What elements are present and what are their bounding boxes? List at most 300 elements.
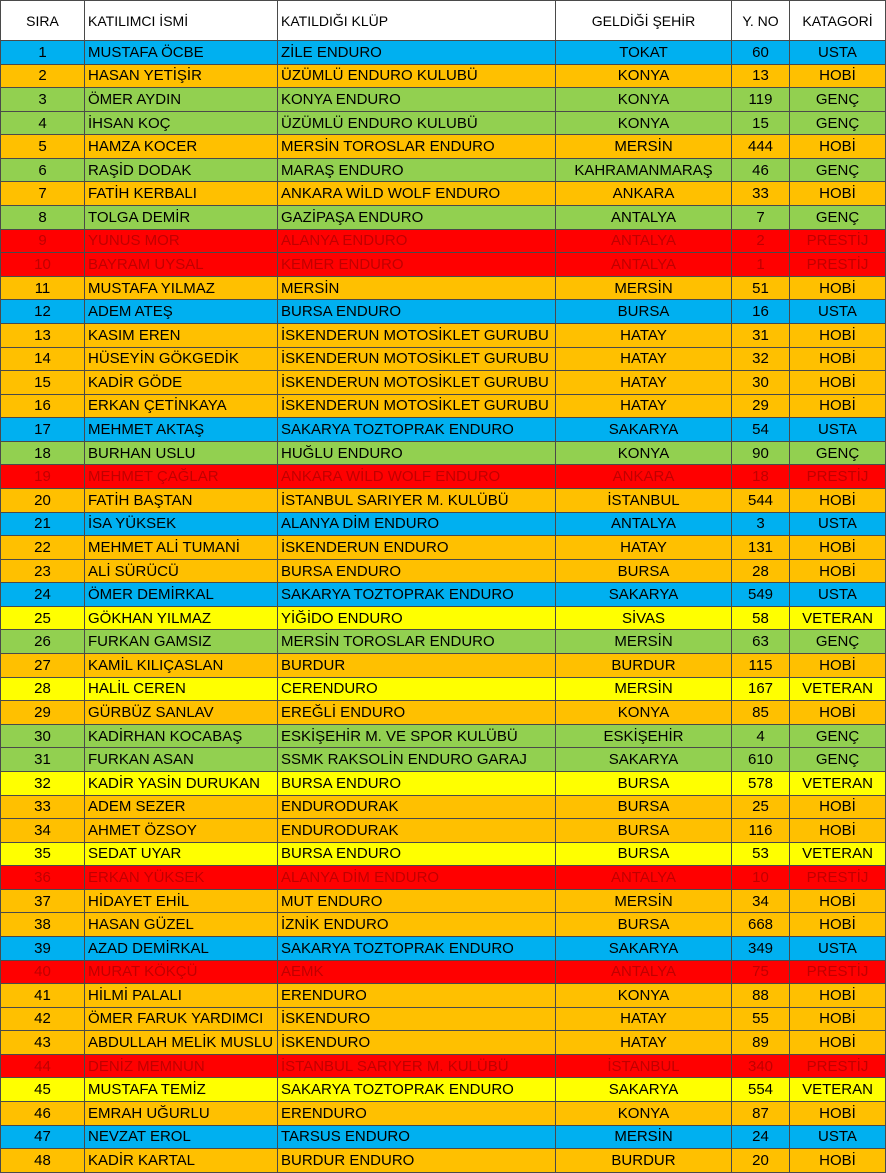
cell-geldigi-sehir: KAHRAMANMARAŞ [556, 158, 732, 182]
cell-sira: 5 [1, 135, 85, 159]
cell-geldigi-sehir: ANTALYA [556, 960, 732, 984]
cell-katagori: HOBİ [790, 1102, 886, 1126]
cell-katilimci-ismi: ALİ SÜRÜCÜ [85, 559, 278, 583]
cell-y-no: 51 [732, 276, 790, 300]
table-row [1, 300, 886, 324]
cell-sira: 9 [1, 229, 85, 253]
cell-katagori: USTA [790, 418, 886, 442]
cell-y-no: 349 [732, 936, 790, 960]
cell-katilimci-ismi: MEHMET AKTAŞ [85, 418, 278, 442]
cell-katagori: USTA [790, 300, 886, 324]
cell-y-no: 34 [732, 889, 790, 913]
cell-katilimci-ismi: ÖMER FARUK YARDIMCI [85, 1007, 278, 1031]
cell-geldigi-sehir: MERSİN [556, 276, 732, 300]
cell-sira: 39 [1, 936, 85, 960]
cell-geldigi-sehir: HATAY [556, 1007, 732, 1031]
cell-y-no: 2 [732, 229, 790, 253]
cell-katildigi-klup: İSKENDURO [278, 1007, 556, 1031]
cell-katilimci-ismi: HÜSEYİN GÖKGEDİK [85, 347, 278, 371]
cell-sira: 8 [1, 206, 85, 230]
cell-sira: 36 [1, 866, 85, 890]
cell-sira: 48 [1, 1149, 85, 1173]
table-row [1, 536, 886, 560]
cell-katilimci-ismi: ADEM SEZER [85, 795, 278, 819]
cell-katildigi-klup: SAKARYA TOZTOPRAK ENDURO [278, 418, 556, 442]
cell-sira: 40 [1, 960, 85, 984]
table-row [1, 347, 886, 371]
cell-sira: 41 [1, 984, 85, 1008]
cell-katilimci-ismi: FURKAN ASAN [85, 748, 278, 772]
cell-y-no: 1 [732, 253, 790, 277]
cell-geldigi-sehir: BURSA [556, 559, 732, 583]
table-row [1, 795, 886, 819]
cell-geldigi-sehir: HATAY [556, 371, 732, 395]
cell-katagori: HOBİ [790, 182, 886, 206]
cell-geldigi-sehir: BURSA [556, 819, 732, 843]
cell-katildigi-klup: KONYA ENDURO [278, 88, 556, 112]
cell-katildigi-klup: ENDURODURAK [278, 819, 556, 843]
table-row [1, 512, 886, 536]
cell-katagori: GENÇ [790, 724, 886, 748]
cell-katagori: PRESTİJ [790, 465, 886, 489]
cell-katildigi-klup: ANKARA WİLD WOLF ENDURO [278, 182, 556, 206]
cell-geldigi-sehir: ANTALYA [556, 253, 732, 277]
cell-katilimci-ismi: BURHAN USLU [85, 441, 278, 465]
cell-y-no: 18 [732, 465, 790, 489]
cell-katilimci-ismi: KASIM EREN [85, 323, 278, 347]
table-row [1, 819, 886, 843]
cell-sira: 30 [1, 724, 85, 748]
cell-sira: 3 [1, 88, 85, 112]
cell-katagori: VETERAN [790, 606, 886, 630]
cell-y-no: 32 [732, 347, 790, 371]
cell-katagori: HOBİ [790, 1007, 886, 1031]
cell-katildigi-klup: YİĞİDO ENDURO [278, 606, 556, 630]
cell-sira: 37 [1, 889, 85, 913]
table-row [1, 559, 886, 583]
header-katilimci-ismi: KATILIMCI İSMİ [85, 1, 278, 41]
table-row [1, 465, 886, 489]
cell-geldigi-sehir: BURSA [556, 771, 732, 795]
cell-katildigi-klup: MERSİN TOROSLAR ENDURO [278, 135, 556, 159]
cell-katagori: HOBİ [790, 135, 886, 159]
cell-geldigi-sehir: ANTALYA [556, 866, 732, 890]
cell-y-no: 58 [732, 606, 790, 630]
header-katildigi-klup: KATILDIĞI KLÜP [278, 1, 556, 41]
cell-katilimci-ismi: ERKAN YÜKSEK [85, 866, 278, 890]
cell-katilimci-ismi: İHSAN KOÇ [85, 111, 278, 135]
cell-katagori: PRESTİJ [790, 1054, 886, 1078]
cell-y-no: 10 [732, 866, 790, 890]
cell-katagori: HOBİ [790, 984, 886, 1008]
table-row [1, 724, 886, 748]
cell-katagori: HOBİ [790, 1149, 886, 1173]
cell-geldigi-sehir: ESKİŞEHİR [556, 724, 732, 748]
table-row [1, 41, 886, 65]
cell-katildigi-klup: EREĞLİ ENDURO [278, 701, 556, 725]
cell-sira: 19 [1, 465, 85, 489]
cell-geldigi-sehir: MERSİN [556, 677, 732, 701]
table-row [1, 64, 886, 88]
table-row [1, 936, 886, 960]
cell-sira: 47 [1, 1125, 85, 1149]
table-row [1, 418, 886, 442]
cell-sira: 6 [1, 158, 85, 182]
cell-katilimci-ismi: ÖMER AYDIN [85, 88, 278, 112]
cell-y-no: 29 [732, 394, 790, 418]
cell-y-no: 668 [732, 913, 790, 937]
cell-geldigi-sehir: SAKARYA [556, 748, 732, 772]
cell-katagori: VETERAN [790, 1078, 886, 1102]
cell-katagori: HOBİ [790, 64, 886, 88]
cell-katagori: USTA [790, 1125, 886, 1149]
cell-katagori: USTA [790, 512, 886, 536]
cell-y-no: 20 [732, 1149, 790, 1173]
cell-katagori: HOBİ [790, 371, 886, 395]
table-row [1, 842, 886, 866]
cell-y-no: 33 [732, 182, 790, 206]
cell-geldigi-sehir: SAKARYA [556, 583, 732, 607]
cell-katildigi-klup: ERENDURO [278, 984, 556, 1008]
cell-katildigi-klup: HUĞLU ENDURO [278, 441, 556, 465]
table-row [1, 111, 886, 135]
cell-katagori: PRESTİJ [790, 866, 886, 890]
cell-y-no: 25 [732, 795, 790, 819]
cell-geldigi-sehir: ANTALYA [556, 206, 732, 230]
cell-y-no: 87 [732, 1102, 790, 1126]
cell-katagori: HOBİ [790, 701, 886, 725]
cell-katilimci-ismi: KADİR YASİN DURUKAN [85, 771, 278, 795]
cell-geldigi-sehir: KONYA [556, 111, 732, 135]
cell-katagori: VETERAN [790, 677, 886, 701]
cell-y-no: 75 [732, 960, 790, 984]
cell-geldigi-sehir: İSTANBUL [556, 488, 732, 512]
cell-katildigi-klup: AEMK [278, 960, 556, 984]
cell-katilimci-ismi: HASAN GÜZEL [85, 913, 278, 937]
cell-geldigi-sehir: MERSİN [556, 889, 732, 913]
cell-geldigi-sehir: SAKARYA [556, 936, 732, 960]
cell-y-no: 90 [732, 441, 790, 465]
cell-katildigi-klup: ZİLE ENDURO [278, 41, 556, 65]
cell-y-no: 30 [732, 371, 790, 395]
cell-sira: 43 [1, 1031, 85, 1055]
cell-geldigi-sehir: MERSİN [556, 630, 732, 654]
table-row [1, 913, 886, 937]
table-row [1, 984, 886, 1008]
cell-katilimci-ismi: TOLGA DEMİR [85, 206, 278, 230]
cell-y-no: 3 [732, 512, 790, 536]
cell-katilimci-ismi: HİDAYET EHİL [85, 889, 278, 913]
table-row [1, 1007, 886, 1031]
cell-geldigi-sehir: BURSA [556, 795, 732, 819]
header-sira: SIRA [1, 1, 85, 41]
cell-katilimci-ismi: MUSTAFA YILMAZ [85, 276, 278, 300]
cell-katilimci-ismi: ABDULLAH MELİK MUSLU [85, 1031, 278, 1055]
cell-y-no: 554 [732, 1078, 790, 1102]
table-row [1, 1031, 886, 1055]
cell-geldigi-sehir: KONYA [556, 88, 732, 112]
cell-y-no: 53 [732, 842, 790, 866]
cell-sira: 4 [1, 111, 85, 135]
table-row [1, 583, 886, 607]
cell-y-no: 610 [732, 748, 790, 772]
cell-sira: 33 [1, 795, 85, 819]
cell-sira: 18 [1, 441, 85, 465]
cell-sira: 35 [1, 842, 85, 866]
cell-katagori: HOBİ [790, 488, 886, 512]
cell-katilimci-ismi: BAYRAM UYSAL [85, 253, 278, 277]
table-row [1, 206, 886, 230]
cell-katildigi-klup: ÜZÜMLÜ ENDURO KULUBÜ [278, 64, 556, 88]
cell-sira: 46 [1, 1102, 85, 1126]
cell-y-no: 544 [732, 488, 790, 512]
cell-sira: 45 [1, 1078, 85, 1102]
cell-geldigi-sehir: KONYA [556, 701, 732, 725]
cell-katagori: HOBİ [790, 536, 886, 560]
cell-katagori: HOBİ [790, 795, 886, 819]
cell-sira: 12 [1, 300, 85, 324]
cell-katagori: PRESTİJ [790, 960, 886, 984]
cell-katildigi-klup: BURDUR ENDURO [278, 1149, 556, 1173]
cell-geldigi-sehir: ANKARA [556, 182, 732, 206]
cell-katildigi-klup: BURSA ENDURO [278, 559, 556, 583]
cell-katilimci-ismi: FATİH BAŞTAN [85, 488, 278, 512]
cell-katilimci-ismi: FURKAN GAMSIZ [85, 630, 278, 654]
cell-katildigi-klup: MARAŞ ENDURO [278, 158, 556, 182]
cell-katagori: HOBİ [790, 276, 886, 300]
cell-y-no: 55 [732, 1007, 790, 1031]
cell-katildigi-klup: SAKARYA TOZTOPRAK ENDURO [278, 1078, 556, 1102]
cell-katilimci-ismi: KAMİL KILIÇASLAN [85, 654, 278, 678]
cell-katildigi-klup: ALANYA DİM ENDURO [278, 866, 556, 890]
cell-geldigi-sehir: MERSİN [556, 1125, 732, 1149]
cell-geldigi-sehir: HATAY [556, 536, 732, 560]
cell-katilimci-ismi: GÖKHAN YILMAZ [85, 606, 278, 630]
cell-y-no: 131 [732, 536, 790, 560]
cell-y-no: 13 [732, 64, 790, 88]
cell-y-no: 119 [732, 88, 790, 112]
table-row [1, 135, 886, 159]
header-y-no: Y. NO [732, 1, 790, 41]
cell-katagori: GENÇ [790, 748, 886, 772]
cell-katildigi-klup: ANKARA WİLD WOLF ENDURO [278, 465, 556, 489]
cell-sira: 17 [1, 418, 85, 442]
cell-y-no: 24 [732, 1125, 790, 1149]
cell-sira: 42 [1, 1007, 85, 1031]
cell-sira: 13 [1, 323, 85, 347]
table-row [1, 866, 886, 890]
cell-sira: 16 [1, 394, 85, 418]
cell-sira: 25 [1, 606, 85, 630]
cell-y-no: 115 [732, 654, 790, 678]
cell-y-no: 60 [732, 41, 790, 65]
cell-geldigi-sehir: BURDUR [556, 654, 732, 678]
cell-katilimci-ismi: SEDAT UYAR [85, 842, 278, 866]
table-row [1, 677, 886, 701]
cell-katildigi-klup: İSKENDERUN MOTOSİKLET GURUBU [278, 323, 556, 347]
cell-y-no: 54 [732, 418, 790, 442]
cell-katildigi-klup: KEMER ENDURO [278, 253, 556, 277]
cell-geldigi-sehir: BURDUR [556, 1149, 732, 1173]
cell-geldigi-sehir: SİVAS [556, 606, 732, 630]
cell-y-no: 4 [732, 724, 790, 748]
cell-y-no: 444 [732, 135, 790, 159]
cell-katildigi-klup: ALANYA ENDURO [278, 229, 556, 253]
cell-geldigi-sehir: ANKARA [556, 465, 732, 489]
cell-sira: 29 [1, 701, 85, 725]
cell-geldigi-sehir: HATAY [556, 1031, 732, 1055]
cell-katagori: HOBİ [790, 654, 886, 678]
cell-katagori: GENÇ [790, 111, 886, 135]
cell-katagori: HOBİ [790, 347, 886, 371]
cell-katagori: GENÇ [790, 158, 886, 182]
table-row [1, 889, 886, 913]
cell-katagori: USTA [790, 583, 886, 607]
table-row [1, 441, 886, 465]
cell-sira: 10 [1, 253, 85, 277]
table-row [1, 748, 886, 772]
cell-y-no: 31 [732, 323, 790, 347]
table-row [1, 771, 886, 795]
table-row [1, 158, 886, 182]
cell-sira: 31 [1, 748, 85, 772]
cell-katagori: USTA [790, 936, 886, 960]
cell-katilimci-ismi: GÜRBÜZ SANLAV [85, 701, 278, 725]
cell-sira: 23 [1, 559, 85, 583]
cell-katilimci-ismi: EMRAH UĞURLU [85, 1102, 278, 1126]
cell-katilimci-ismi: AHMET ÖZSOY [85, 819, 278, 843]
table-row [1, 88, 886, 112]
table-row [1, 1054, 886, 1078]
cell-katilimci-ismi: MURAT KÖKÇÜ [85, 960, 278, 984]
cell-katildigi-klup: MERSİN [278, 276, 556, 300]
cell-katildigi-klup: GAZİPAŞA ENDURO [278, 206, 556, 230]
table-row [1, 488, 886, 512]
cell-sira: 7 [1, 182, 85, 206]
cell-katagori: HOBİ [790, 394, 886, 418]
cell-geldigi-sehir: İSTANBUL [556, 1054, 732, 1078]
cell-sira: 38 [1, 913, 85, 937]
table-row [1, 394, 886, 418]
table-row [1, 1125, 886, 1149]
cell-y-no: 578 [732, 771, 790, 795]
table-row [1, 1078, 886, 1102]
cell-katagori: HOBİ [790, 913, 886, 937]
cell-katagori: GENÇ [790, 88, 886, 112]
table-row [1, 701, 886, 725]
cell-y-no: 63 [732, 630, 790, 654]
table-row [1, 960, 886, 984]
header-katagori: KATAGORİ [790, 1, 886, 41]
cell-sira: 2 [1, 64, 85, 88]
cell-sira: 22 [1, 536, 85, 560]
cell-katildigi-klup: SAKARYA TOZTOPRAK ENDURO [278, 936, 556, 960]
cell-geldigi-sehir: SAKARYA [556, 418, 732, 442]
table-row [1, 276, 886, 300]
cell-y-no: 340 [732, 1054, 790, 1078]
cell-katilimci-ismi: YUNUS MOR [85, 229, 278, 253]
cell-katildigi-klup: BURDUR [278, 654, 556, 678]
cell-geldigi-sehir: SAKARYA [556, 1078, 732, 1102]
cell-katilimci-ismi: ÖMER DEMİRKAL [85, 583, 278, 607]
cell-katildigi-klup: İSKENDERUN MOTOSİKLET GURUBU [278, 371, 556, 395]
cell-katildigi-klup: İZNİK ENDURO [278, 913, 556, 937]
table-row [1, 253, 886, 277]
table-body [1, 41, 886, 1173]
cell-katagori: GENÇ [790, 206, 886, 230]
cell-y-no: 28 [732, 559, 790, 583]
cell-katilimci-ismi: HALİL CEREN [85, 677, 278, 701]
table-row [1, 323, 886, 347]
cell-geldigi-sehir: KONYA [556, 984, 732, 1008]
table-row [1, 1102, 886, 1126]
cell-katildigi-klup: İSTANBUL SARIYER M. KULÜBÜ [278, 488, 556, 512]
cell-katagori: PRESTİJ [790, 253, 886, 277]
cell-geldigi-sehir: TOKAT [556, 41, 732, 65]
cell-katildigi-klup: BURSA ENDURO [278, 300, 556, 324]
cell-sira: 27 [1, 654, 85, 678]
cell-geldigi-sehir: HATAY [556, 323, 732, 347]
cell-katildigi-klup: İSKENDERUN MOTOSİKLET GURUBU [278, 394, 556, 418]
table-header-row [1, 1, 886, 41]
cell-katilimci-ismi: KADİRHAN KOCABAŞ [85, 724, 278, 748]
cell-katilimci-ismi: HASAN YETİŞİR [85, 64, 278, 88]
cell-geldigi-sehir: BURSA [556, 913, 732, 937]
cell-katagori: GENÇ [790, 441, 886, 465]
table-row [1, 654, 886, 678]
cell-katagori: VETERAN [790, 771, 886, 795]
cell-katilimci-ismi: İSA YÜKSEK [85, 512, 278, 536]
table-row [1, 229, 886, 253]
cell-katildigi-klup: İSKENDERUN ENDURO [278, 536, 556, 560]
cell-katagori: HOBİ [790, 819, 886, 843]
table-row [1, 606, 886, 630]
cell-katilimci-ismi: MUSTAFA ÖCBE [85, 41, 278, 65]
cell-katilimci-ismi: KADİR KARTAL [85, 1149, 278, 1173]
cell-sira: 34 [1, 819, 85, 843]
cell-sira: 15 [1, 371, 85, 395]
cell-sira: 32 [1, 771, 85, 795]
cell-katilimci-ismi: HAMZA KOCER [85, 135, 278, 159]
cell-y-no: 116 [732, 819, 790, 843]
cell-katagori: USTA [790, 41, 886, 65]
cell-sira: 28 [1, 677, 85, 701]
cell-sira: 11 [1, 276, 85, 300]
cell-sira: 26 [1, 630, 85, 654]
cell-geldigi-sehir: BURSA [556, 842, 732, 866]
cell-katagori: HOBİ [790, 1031, 886, 1055]
cell-katildigi-klup: CERENDURO [278, 677, 556, 701]
cell-katildigi-klup: BURSA ENDURO [278, 771, 556, 795]
cell-katilimci-ismi: MEHMET ALİ TUMANİ [85, 536, 278, 560]
cell-sira: 21 [1, 512, 85, 536]
cell-katilimci-ismi: ADEM ATEŞ [85, 300, 278, 324]
cell-katildigi-klup: İSKENDERUN MOTOSİKLET GURUBU [278, 347, 556, 371]
cell-katagori: HOBİ [790, 889, 886, 913]
cell-katildigi-klup: SSMK RAKSOLİN ENDURO GARAJ [278, 748, 556, 772]
cell-katilimci-ismi: KADİR GÖDE [85, 371, 278, 395]
cell-geldigi-sehir: BURSA [556, 300, 732, 324]
cell-geldigi-sehir: HATAY [556, 347, 732, 371]
cell-geldigi-sehir: KONYA [556, 64, 732, 88]
cell-katagori: GENÇ [790, 630, 886, 654]
table-row [1, 182, 886, 206]
table-row [1, 1149, 886, 1173]
cell-katilimci-ismi: HİLMİ PALALI [85, 984, 278, 1008]
cell-y-no: 16 [732, 300, 790, 324]
cell-y-no: 167 [732, 677, 790, 701]
cell-katildigi-klup: ÜZÜMLÜ ENDURO KULUBÜ [278, 111, 556, 135]
